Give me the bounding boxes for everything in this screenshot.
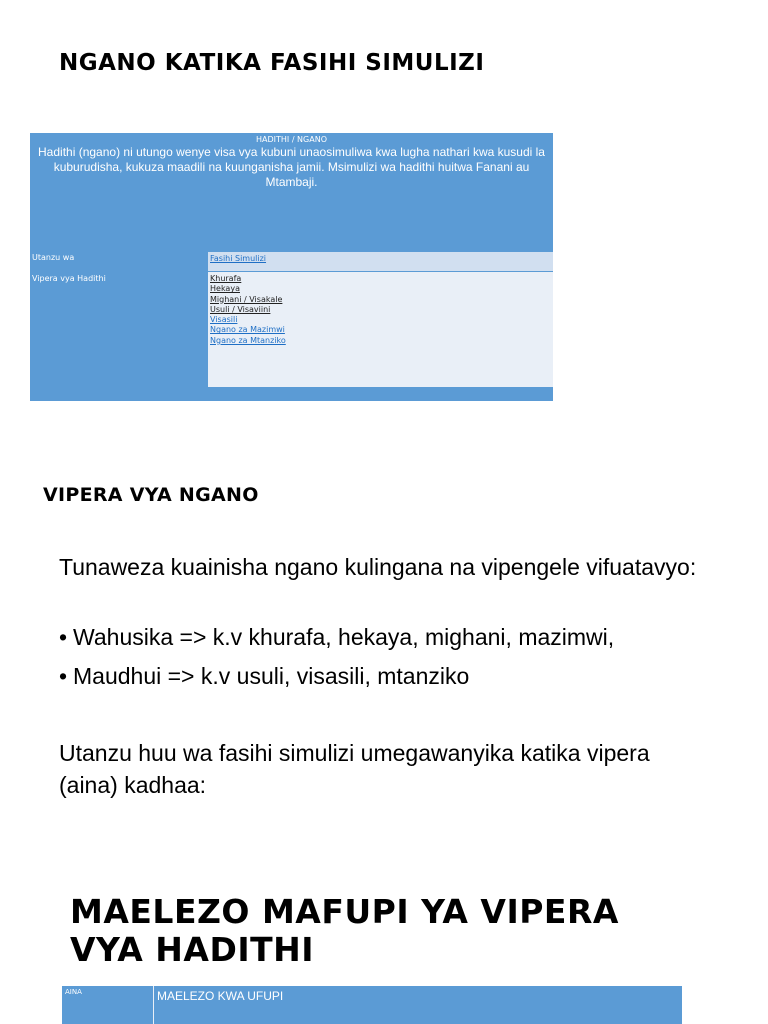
link-khurafa[interactable]: Khurafa xyxy=(210,274,242,283)
infobox-header-title: HADITHI / NGANO xyxy=(256,135,327,144)
hadithi-infobox xyxy=(30,133,553,401)
bullet-marker: • xyxy=(59,663,68,689)
intro-paragraph: Tunaweza kuainisha ngano kulingana na vipengele vifuatavyo: xyxy=(59,554,697,580)
bullet-text-maudhui: Maudhui => k.v usuli, visasili, mtanziko xyxy=(73,663,470,689)
link-fasihi-simulizi[interactable]: Fasihi Simulizi xyxy=(210,254,267,263)
list-item xyxy=(59,621,614,653)
bullet-text-wahusika: Wahusika => k.v khurafa, hekaya, mighani, mazimwi, xyxy=(73,624,615,650)
division-paragraph: Utanzu huu wa fasihi simulizi umegawanyika katika vipera (aina) kadhaa: xyxy=(59,740,650,798)
page-title: NGANO KATIKA FASIHI SIMULIZI xyxy=(59,50,485,76)
table-header-aina: AINA xyxy=(62,986,154,1024)
link-visasili[interactable]: Visasili xyxy=(210,315,238,325)
table-header-maelezo: MAELEZO KWA UFUPI xyxy=(157,989,284,1003)
infobox-header xyxy=(30,133,553,251)
section-title-vipera: VIPERA VYA NGANO xyxy=(43,484,259,506)
link-ngano-za-mazimwi[interactable]: Ngano za Mazimwi xyxy=(210,325,285,335)
infobox-row-label-vipera: Vipera vya Hadithi xyxy=(30,272,207,387)
vipera-table-header xyxy=(62,986,682,1024)
link-ngano-za-mtanziko[interactable]: Ngano za Mtanziko xyxy=(210,335,286,345)
bullet-marker: • xyxy=(59,624,68,650)
link-mighani[interactable]: Mighani / Visakale xyxy=(210,294,283,304)
infobox-footer xyxy=(30,387,553,401)
list-item xyxy=(59,660,469,692)
link-usuli[interactable]: Usuli / Visaviini xyxy=(210,304,271,314)
link-hekaya[interactable]: Hekaya xyxy=(210,284,240,294)
infobox-row-value-vipera xyxy=(208,272,553,387)
section-title-maelezo: MAELEZO MAFUPI YA VIPERA VYA HADITHI xyxy=(70,892,619,969)
infobox-description: Hadithi (ngano) ni utungo wenye visa vya kubuni unaosimuliwa kwa lugha nathari kwa kusudi la kuburudisha, kukuza maadili na kuunganisha jamii. Msimulizi wa hadithi huitwa Fanani au Mtambaji. xyxy=(38,145,545,189)
infobox-row-value-utanzu xyxy=(208,252,553,271)
infobox-row-label-utanzu: Utanzu wa xyxy=(30,251,207,271)
